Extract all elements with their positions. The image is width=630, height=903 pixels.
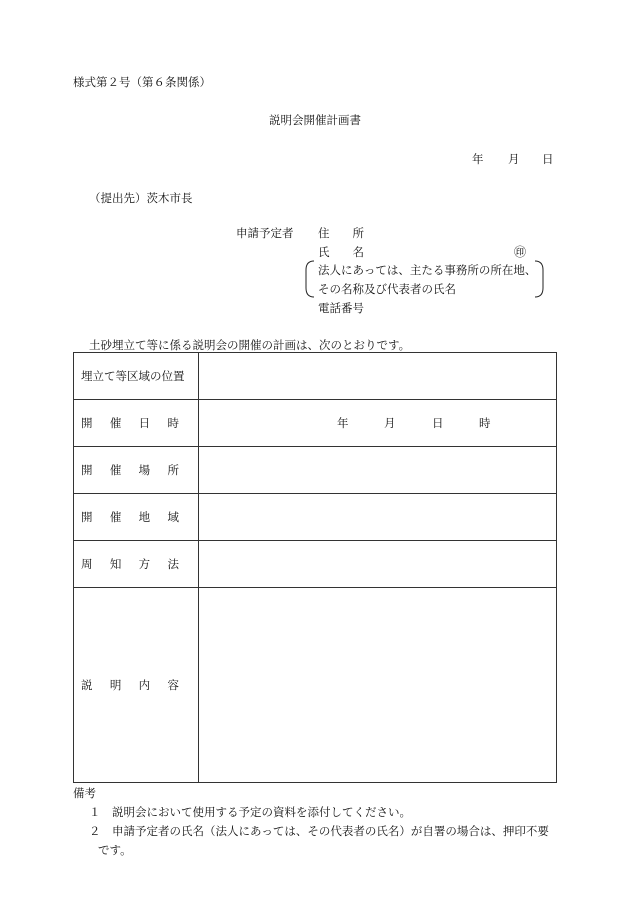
document-title: 説明会開催計画書 xyxy=(269,113,361,127)
area-value[interactable] xyxy=(199,494,557,541)
intro-text: 土砂埋立て等に係る説明会の開催の計画は、次のとおりです。 xyxy=(89,338,411,352)
address-label: 住 所 xyxy=(318,226,364,240)
remark-item-2: ２ 申請予定者の氏名（法人にあっては、その代表者の氏名）が自署の場合は、押印不要 xyxy=(89,824,549,838)
location-value[interactable] xyxy=(199,353,557,400)
remarks-title: 備考 xyxy=(73,786,96,800)
datetime-year: 年 xyxy=(337,416,349,430)
date-month: 月 xyxy=(508,152,520,166)
datetime-hour: 時 xyxy=(479,416,491,430)
table-row-notice xyxy=(74,541,557,588)
seal-mark: ㊞ xyxy=(514,245,527,259)
datetime-month: 月 xyxy=(384,416,396,430)
content-value[interactable] xyxy=(199,588,557,783)
area-label: 開 催 地 域 xyxy=(74,494,199,541)
form-number: 様式第２号（第６条関係） xyxy=(73,75,211,89)
notice-method-value[interactable] xyxy=(199,541,557,588)
addressee: （提出先）茨木市長 xyxy=(89,191,193,205)
location-label: 埋立て等区域の位置 xyxy=(74,353,199,400)
table-row-datetime xyxy=(74,400,557,447)
phone-label: 電話番号 xyxy=(318,301,364,315)
remark-item-2-continued: です。 xyxy=(98,843,132,857)
datetime-day: 日 xyxy=(432,416,444,430)
venue-value[interactable] xyxy=(199,447,557,494)
remark-item-1: １ 説明会において使用する予定の資料を添付してください。 xyxy=(89,805,411,819)
content-label: 説 明 内 容 xyxy=(74,588,199,783)
name-label: 氏 名 xyxy=(318,245,364,259)
datetime-value[interactable] xyxy=(199,400,557,447)
date-year: 年 xyxy=(472,152,484,166)
left-bracket xyxy=(305,260,315,298)
date-day: 日 xyxy=(542,152,554,166)
right-bracket xyxy=(534,260,544,298)
venue-label: 開 催 場 所 xyxy=(74,447,199,494)
table-row-area xyxy=(74,494,557,541)
corporation-note-line1: 法人にあっては、主たる事務所の所在地、 xyxy=(318,263,537,277)
datetime-label: 開 催 日 時 xyxy=(74,400,199,447)
table-row-venue xyxy=(74,447,557,494)
notice-method-label: 周 知 方 法 xyxy=(74,541,199,588)
table-row-content xyxy=(74,588,557,783)
applicant-label: 申請予定者 xyxy=(236,226,294,240)
plan-table xyxy=(73,352,557,783)
table-row-location xyxy=(74,353,557,400)
corporation-note-line2: その名称及び代表者の氏名 xyxy=(318,282,456,296)
